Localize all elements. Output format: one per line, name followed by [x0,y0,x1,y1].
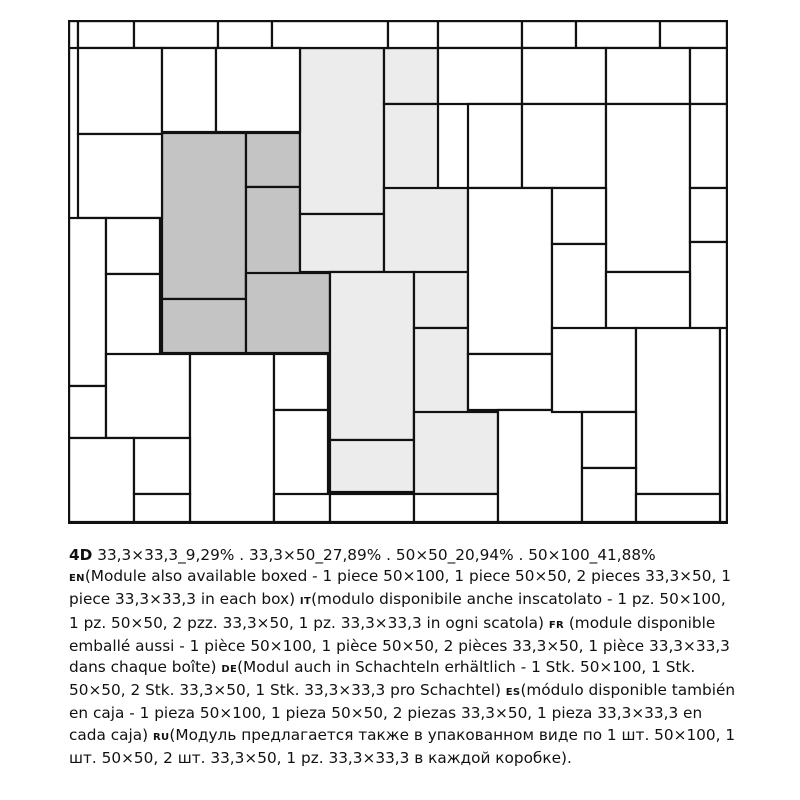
tile-white-26 [162,48,216,132]
tile-white-18 [218,20,272,48]
tile-white-52 [552,188,606,244]
tile-white-44 [274,494,330,522]
lang-tag-ru: RU [152,731,170,743]
tile-dark-1 [246,133,300,187]
tile-white-22 [522,20,576,48]
tile-white-38 [190,354,274,522]
tile-white-36 [68,386,106,438]
tile-white-63 [582,468,636,522]
tile-white-37 [106,354,190,438]
lang-tag-it: IT [299,596,312,608]
tile-white-21 [438,20,522,48]
tile-white-39 [274,354,328,410]
tile-white-32 [78,134,162,218]
tile-white-43 [134,494,190,522]
tile-light-14 [414,412,498,494]
caption-text-fr: (module disponible emballé aussi - 1 pièce 50×100, 1 pièce 50×50, 2 pièces 33,3×50, 1 pièce 33,3×33,3 dans chaque boîte) [69,613,730,677]
tile-white-41 [68,438,134,522]
tile-white-31 [690,48,728,104]
lang-tag-es: ES [505,687,521,699]
tile-white-45 [330,494,414,522]
tile-white-17 [134,20,218,48]
caption-text-en: (Module also available boxed - 1 piece 50×100, 1 piece 50×50, 2 pieces 33,3×50, 1 piece 33,3×33,3 in each box) [69,567,731,609]
tile-white-33 [68,218,106,386]
tile-white-64 [636,494,720,522]
tile-white-24 [660,20,728,48]
tile-white-58 [498,410,582,522]
tile-light-8 [300,214,384,272]
tile-white-62 [582,412,636,468]
tile-white-59 [552,328,636,412]
caption-text-ru: (Модуль предлагается также в упакованном виде по 1 шт. 50×100, 1 шт. 50×50, 2 шт. 33,3×50, 1 pz. 33,3×33,3 в каждой коробке). [69,725,736,767]
tile-white-25 [78,48,162,134]
tile-white-19 [272,20,388,48]
lang-tag-fr: FR [548,619,564,631]
tile-light-11 [414,272,468,328]
tile-white-50 [690,104,728,188]
tile-white-54 [690,188,728,242]
tile-white-42 [134,438,190,494]
tile-white-20 [388,20,438,48]
tile-white-49 [606,104,690,272]
tile-white-47 [468,104,522,188]
tile-white-48 [522,104,606,188]
tile-light-6 [384,48,438,104]
pattern-code: 4D [69,546,93,564]
tile-dark-0 [162,133,246,299]
tile-white-57 [468,354,552,410]
tile-light-13 [330,440,414,492]
tile-white-51 [468,188,552,354]
tile-white-29 [522,48,606,104]
tile-light-9 [384,188,468,274]
tile-light-10 [330,272,414,440]
tile-white-46 [414,494,498,522]
module-ratios: 33,3×33,3_9,29% . 33,3×50_27,89% . 50×50_20,94% . 50×100_41,88% [97,546,656,564]
tile-dark-3 [162,299,246,353]
tile-light-5 [300,48,384,214]
tile-pattern-diagram [68,20,728,524]
lang-tag-de: DE [221,664,238,676]
tile-dark-4 [246,273,330,353]
tile-white-27 [216,48,300,132]
lang-tag-en: EN [69,573,85,585]
tile-white-28 [438,48,522,104]
tile-white-30 [606,48,690,104]
caption-text-de: (Modul auch in Schachteln erhältlich - 1 Stk. 50×100, 1 Stk. 50×50, 2 Stk. 33,3×50, 1 Stk. 33,3×33,3 pro Schachtel) [69,658,696,700]
tile-white-23 [576,20,660,48]
pattern-caption [69,545,737,769]
tile-white-60 [636,328,720,494]
tile-white-34 [106,218,160,274]
caption-text-it: (modulo disponibile anche inscatolato - 1 pz. 50×100, 1 pz. 50×50, 2 pzz. 33,3×50, 1 pz. 33,3×33,3 in ogni scatola) [69,590,726,632]
tile-white-16 [78,20,134,48]
caption-text-es: (módulo disponible también en caja - 1 pieza 50×100, 1 pieza 50×50, 2 piezas 33,3×50, 1 pieza 33,3×33,3 en cada caja) [69,681,736,744]
